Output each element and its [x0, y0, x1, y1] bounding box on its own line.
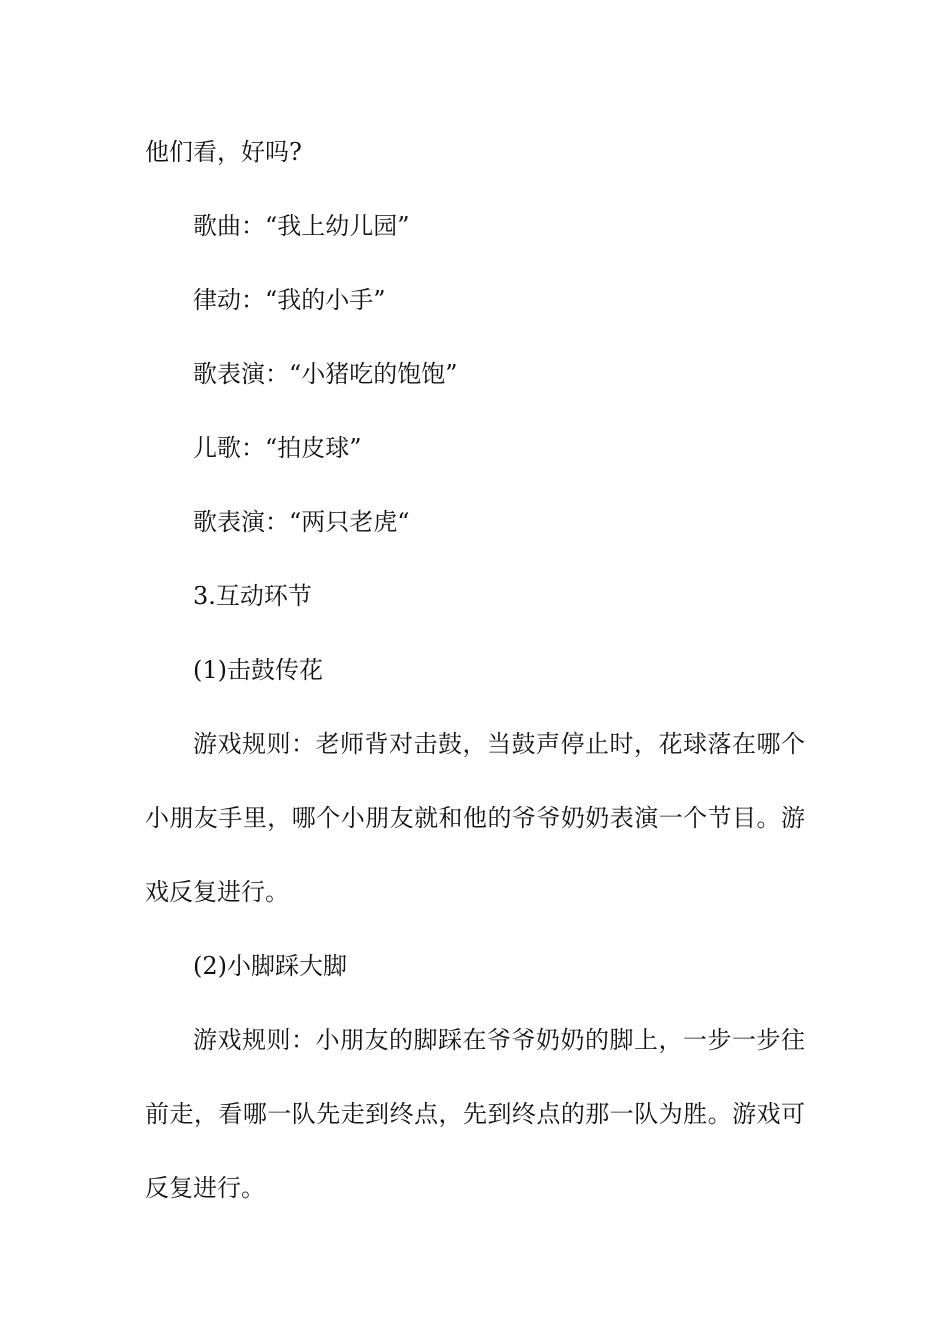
paragraph-song-performance-2: 歌表演：“两只老虎“ [193, 508, 410, 536]
paragraph-game-1-rules: 游戏规则：老师背对击鼓，当鼓声停止时，花球落在哪个小朋友手里，哪个小朋友就和他的爷爷奶奶表演一个节目。游戏反复进行。 [145, 730, 805, 906]
paragraph-song: 歌曲：“我上幼儿园” [193, 212, 410, 240]
paragraph-rhythm: 律动：“我的小手” [193, 286, 386, 314]
paragraph-continuation: 他们看，好吗? [145, 138, 302, 166]
paragraph-game-2-rules: 游戏规则：小朋友的脚踩在爷爷奶奶的脚上，一步一步往前走，看哪一队先走到终点，先到终点的那一队为胜。游戏可反复进行。 [145, 1026, 805, 1202]
section-heading-interaction: 3.互动环节 [193, 582, 312, 610]
paragraph-nursery-rhyme: 儿歌：“拍皮球” [193, 434, 362, 462]
paragraph-song-performance-1: 歌表演：“小猪吃的饱饱” [193, 360, 458, 388]
subheading-game-2: (2)小脚踩大脚 [193, 952, 347, 980]
subheading-game-1: (1)击鼓传花 [193, 656, 323, 684]
